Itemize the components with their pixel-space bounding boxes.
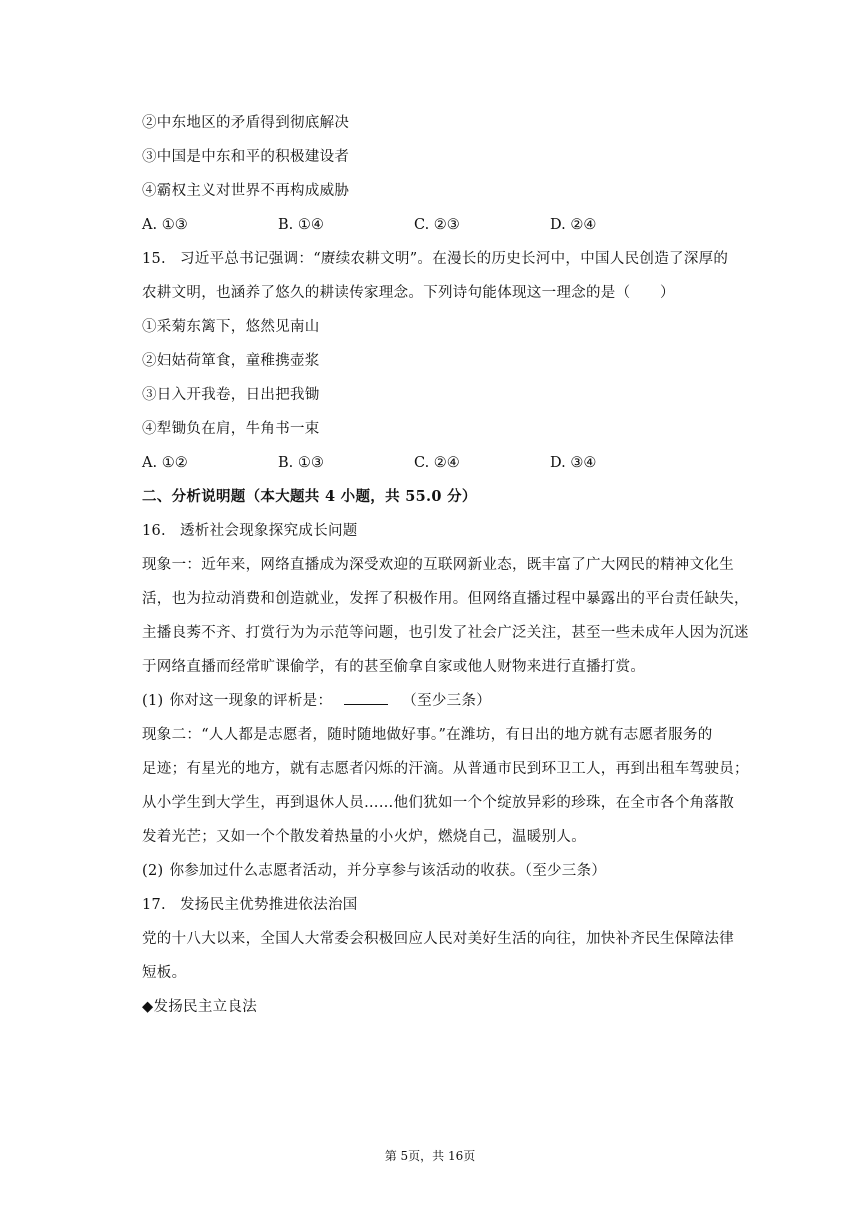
q16-sub1-note: （至少三条） — [402, 693, 492, 709]
q16-sub1-text: 你对这一现象的评析是： — [169, 693, 333, 709]
q15-stem-text1: 习近平总书记强调：“赓续农耕文明”。在漫长的历史长河中，中国人民创造了深厚的 — [180, 251, 729, 267]
q15-stem-line1 — [142, 242, 782, 276]
q15-option-4: ④犁锄负在肩，牛角书一束 — [142, 421, 320, 437]
q16-sub1-number: (1) — [142, 693, 164, 709]
q15-choice-a: A. ①② — [142, 455, 188, 471]
q14-choice-c: C. ②③ — [414, 217, 460, 233]
q14-choices — [142, 208, 782, 242]
q14-option-4: ④霸权主义对世界不再构成威胁 — [142, 183, 350, 199]
q16-phenomenon1-line4: 于网络直播而经常旷课偷学，有的甚至偷拿自家或他人财物来进行直播打赏。 — [142, 659, 646, 675]
q16-phenomenon2-line1: 现象二：“人人都是志愿者，随时随地做好事。”在潍坊，有日出的地方就有志愿者服务的 — [142, 727, 713, 743]
q16-phenomenon2-line3: 从小学生到大学生，再到退休人员……他们犹如一个个绽放异彩的珍珠，在全市各个角落散 — [142, 795, 734, 811]
q15-choice-d: D. ③④ — [550, 455, 597, 471]
q16-heading — [142, 514, 782, 548]
q15-option-3: ③日入开我卷，日出把我锄 — [142, 387, 320, 403]
q15-stem-line2: 农耕文明，也涵养了悠久的耕读传家理念。下列诗句能体现这一理念的是（ ） — [142, 285, 675, 301]
q17-title: 发扬民主优势推进依法治国 — [180, 897, 358, 913]
q15-option-2: ②妇姑荷箪食，童稚携壶浆 — [142, 353, 320, 369]
q14-choice-a: A. ①③ — [142, 217, 188, 233]
q17-heading — [142, 888, 782, 922]
q16-sub2-text: 你参加过什么志愿者活动，并分享参与该活动的收获。（至少三条） — [169, 863, 607, 879]
page-content — [142, 106, 782, 1024]
answer-blank[interactable] — [344, 690, 388, 705]
q17-intro-line1: 党的十八大以来，全国人大常委会积极回应人民对美好生活的向往，加快补齐民生保障法律 — [142, 931, 734, 947]
q14-option-2: ②中东地区的矛盾得到彻底解决 — [142, 115, 350, 131]
q17-point1: ◆发扬民主立良法 — [142, 999, 258, 1015]
q15-choice-c: C. ②④ — [414, 455, 460, 471]
q16-number: 16. — [142, 523, 166, 539]
q16-title: 透析社会现象探究成长问题 — [180, 523, 358, 539]
q16-sub2-number: (2) — [142, 863, 164, 879]
q15-choices — [142, 446, 782, 480]
page-footer: 第 5页，共 16页 — [384, 1149, 476, 1163]
q14-choice-d: D. ②④ — [550, 217, 597, 233]
q16-sub1 — [142, 684, 782, 718]
q16-phenomenon2-line4: 发着光芒；又如一个个散发着热量的小火炉，燃烧自己，温暖别人。 — [142, 829, 586, 845]
q15-number: 15. — [142, 251, 166, 267]
q16-sub2 — [142, 854, 782, 888]
q16-phenomenon1-line1: 现象一：近年来，网络直播成为深受欢迎的互联网新业态，既丰富了广大网民的精神文化生 — [142, 557, 734, 573]
q16-phenomenon1-line3: 主播良莠不齐、打赏行为为示范等问题，也引发了社会广泛关注，甚至一些未成年人因为沉迷 — [142, 625, 749, 641]
q16-phenomenon2-line2: 足迹；有星光的地方，就有志愿者闪烁的汗滴。从普通市民到环卫工人，再到出租车驾驶员； — [142, 761, 749, 777]
q14-option-3: ③中国是中东和平的积极建设者 — [142, 149, 350, 165]
section-title: 二、分析说明题（本大题共 4 小题，共 55.0 分） — [142, 488, 477, 505]
q17-number: 17. — [142, 897, 166, 913]
q15-choice-b: B. ①③ — [278, 455, 324, 471]
q15-option-1: ①采菊东篱下，悠然见南山 — [142, 319, 320, 335]
q17-intro-line2: 短板。 — [142, 965, 187, 981]
q14-choice-b: B. ①④ — [278, 217, 324, 233]
q16-phenomenon1-line2: 活，也为拉动消费和创造就业，发挥了积极作用。但网络直播过程中暴露出的平台责任缺失， — [142, 591, 749, 607]
